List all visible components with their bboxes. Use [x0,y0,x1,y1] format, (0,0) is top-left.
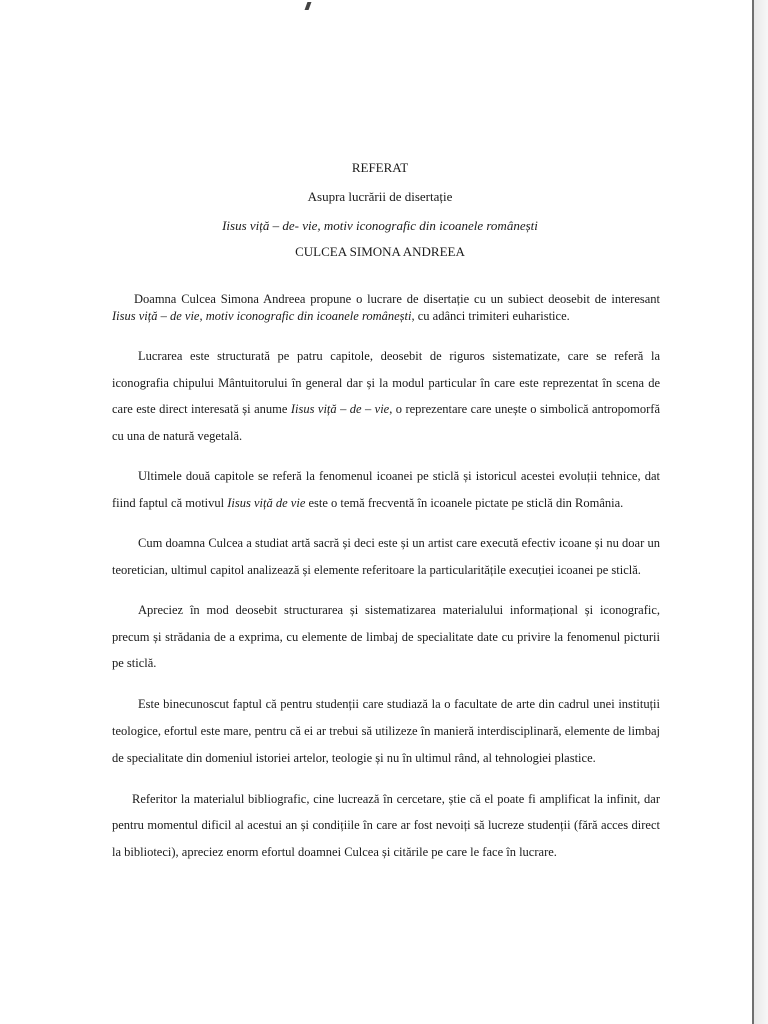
paragraph-4: Cum doamna Culcea a studiat artă sacră și deci este și un artist care execută efectiv icoane și nu doar un teoretician, ultimul capitol analizează și elemente referitoare la particularitățile execuției icoanei pe sticlă. [112,536,660,577]
page-edge [752,0,754,1024]
paragraph-3-italic: Iisus viță de vie [227,495,306,510]
paragraph-2 [112,343,660,449]
document-body [112,291,660,865]
paragraph-2-text: Lucrarea este structurată pe patru capitole, deosebit de riguros sistematizate, care se referă la iconografia chipului Mântuitorului în general dar și la modul particular în care este reprezentat în scena de care este direct interesată și anume [112,349,660,416]
paragraph-3 [112,463,660,516]
ink-mark [305,2,312,10]
paragraph-5: Apreciez în mod deosebit structurarea și sistematizarea materialului informațional și iconografic, precum și strădania de a exprima, cu elemente de limbaj de specialitate date cu privire la fenomenul picturii pe sticlă. [112,603,660,670]
dissertation-title: Iisus viță – de- vie, motiv iconografic din icoanele românești [222,218,538,233]
paragraph-7: Referitor la materialul bibliografic, cine lucrează în cercetare, știe că el poate fi amplificat la infinit, dar pentru momentul dificil al acestui an și condițiile în care ar fost nevoiți să lucreze studenții (fără acces direct la biblioteci), apreciez enorm efortul doamnei Culcea și citările pe care le face în lucrare. [112,791,660,859]
page-edge-shadow [754,0,768,1024]
document-header [100,160,660,260]
paragraph-3-text-end: este o temă frecventă în icoanele pictate pe sticlă din România. [305,495,624,510]
paragraph-1-text: Doamna Culcea Simona Andreea propune o lucrare de disertație cu un subiect deosebit de interesant [134,292,660,306]
paragraph-1 [112,291,660,325]
document-title: REFERAT [351,160,409,175]
paragraph-3-text: Ultimele două capitole se referă la fenomenul icoanei pe sticlă și istoricul acestei evoluții tehnice, dat fiind faptul că motivul [112,469,660,510]
paragraph-2-italic: Iisus viță – de – vie [290,402,390,416]
paragraph-2-text-end: , o reprezentare care unește o simbolică antropomorfă cu una de natură vegetală. [112,402,661,443]
author-name: CULCEA SIMONA ANDREEA [295,244,465,259]
paragraph-6: Este binecunoscut faptul că pentru studenții care studiază la o facultate de arte din cadrul unei instituții teologice, efortul este mare, pentru că ei ar trebui să utilizeze în manieră interdisciplinară, elemente de limbaj de specialitate din domeniul istoriei artelor, teologie și nu în ultimul rând, al tehnologiei plastice. [112,696,660,765]
paragraph-1-italic: Iisus viță – de vie, motiv iconografic din icoanele românești [112,309,412,323]
document-subtitle: Asupra lucrării de disertație [307,189,453,204]
paragraph-1-text-end: , cu adânci trimiteri euharistice. [411,309,570,323]
